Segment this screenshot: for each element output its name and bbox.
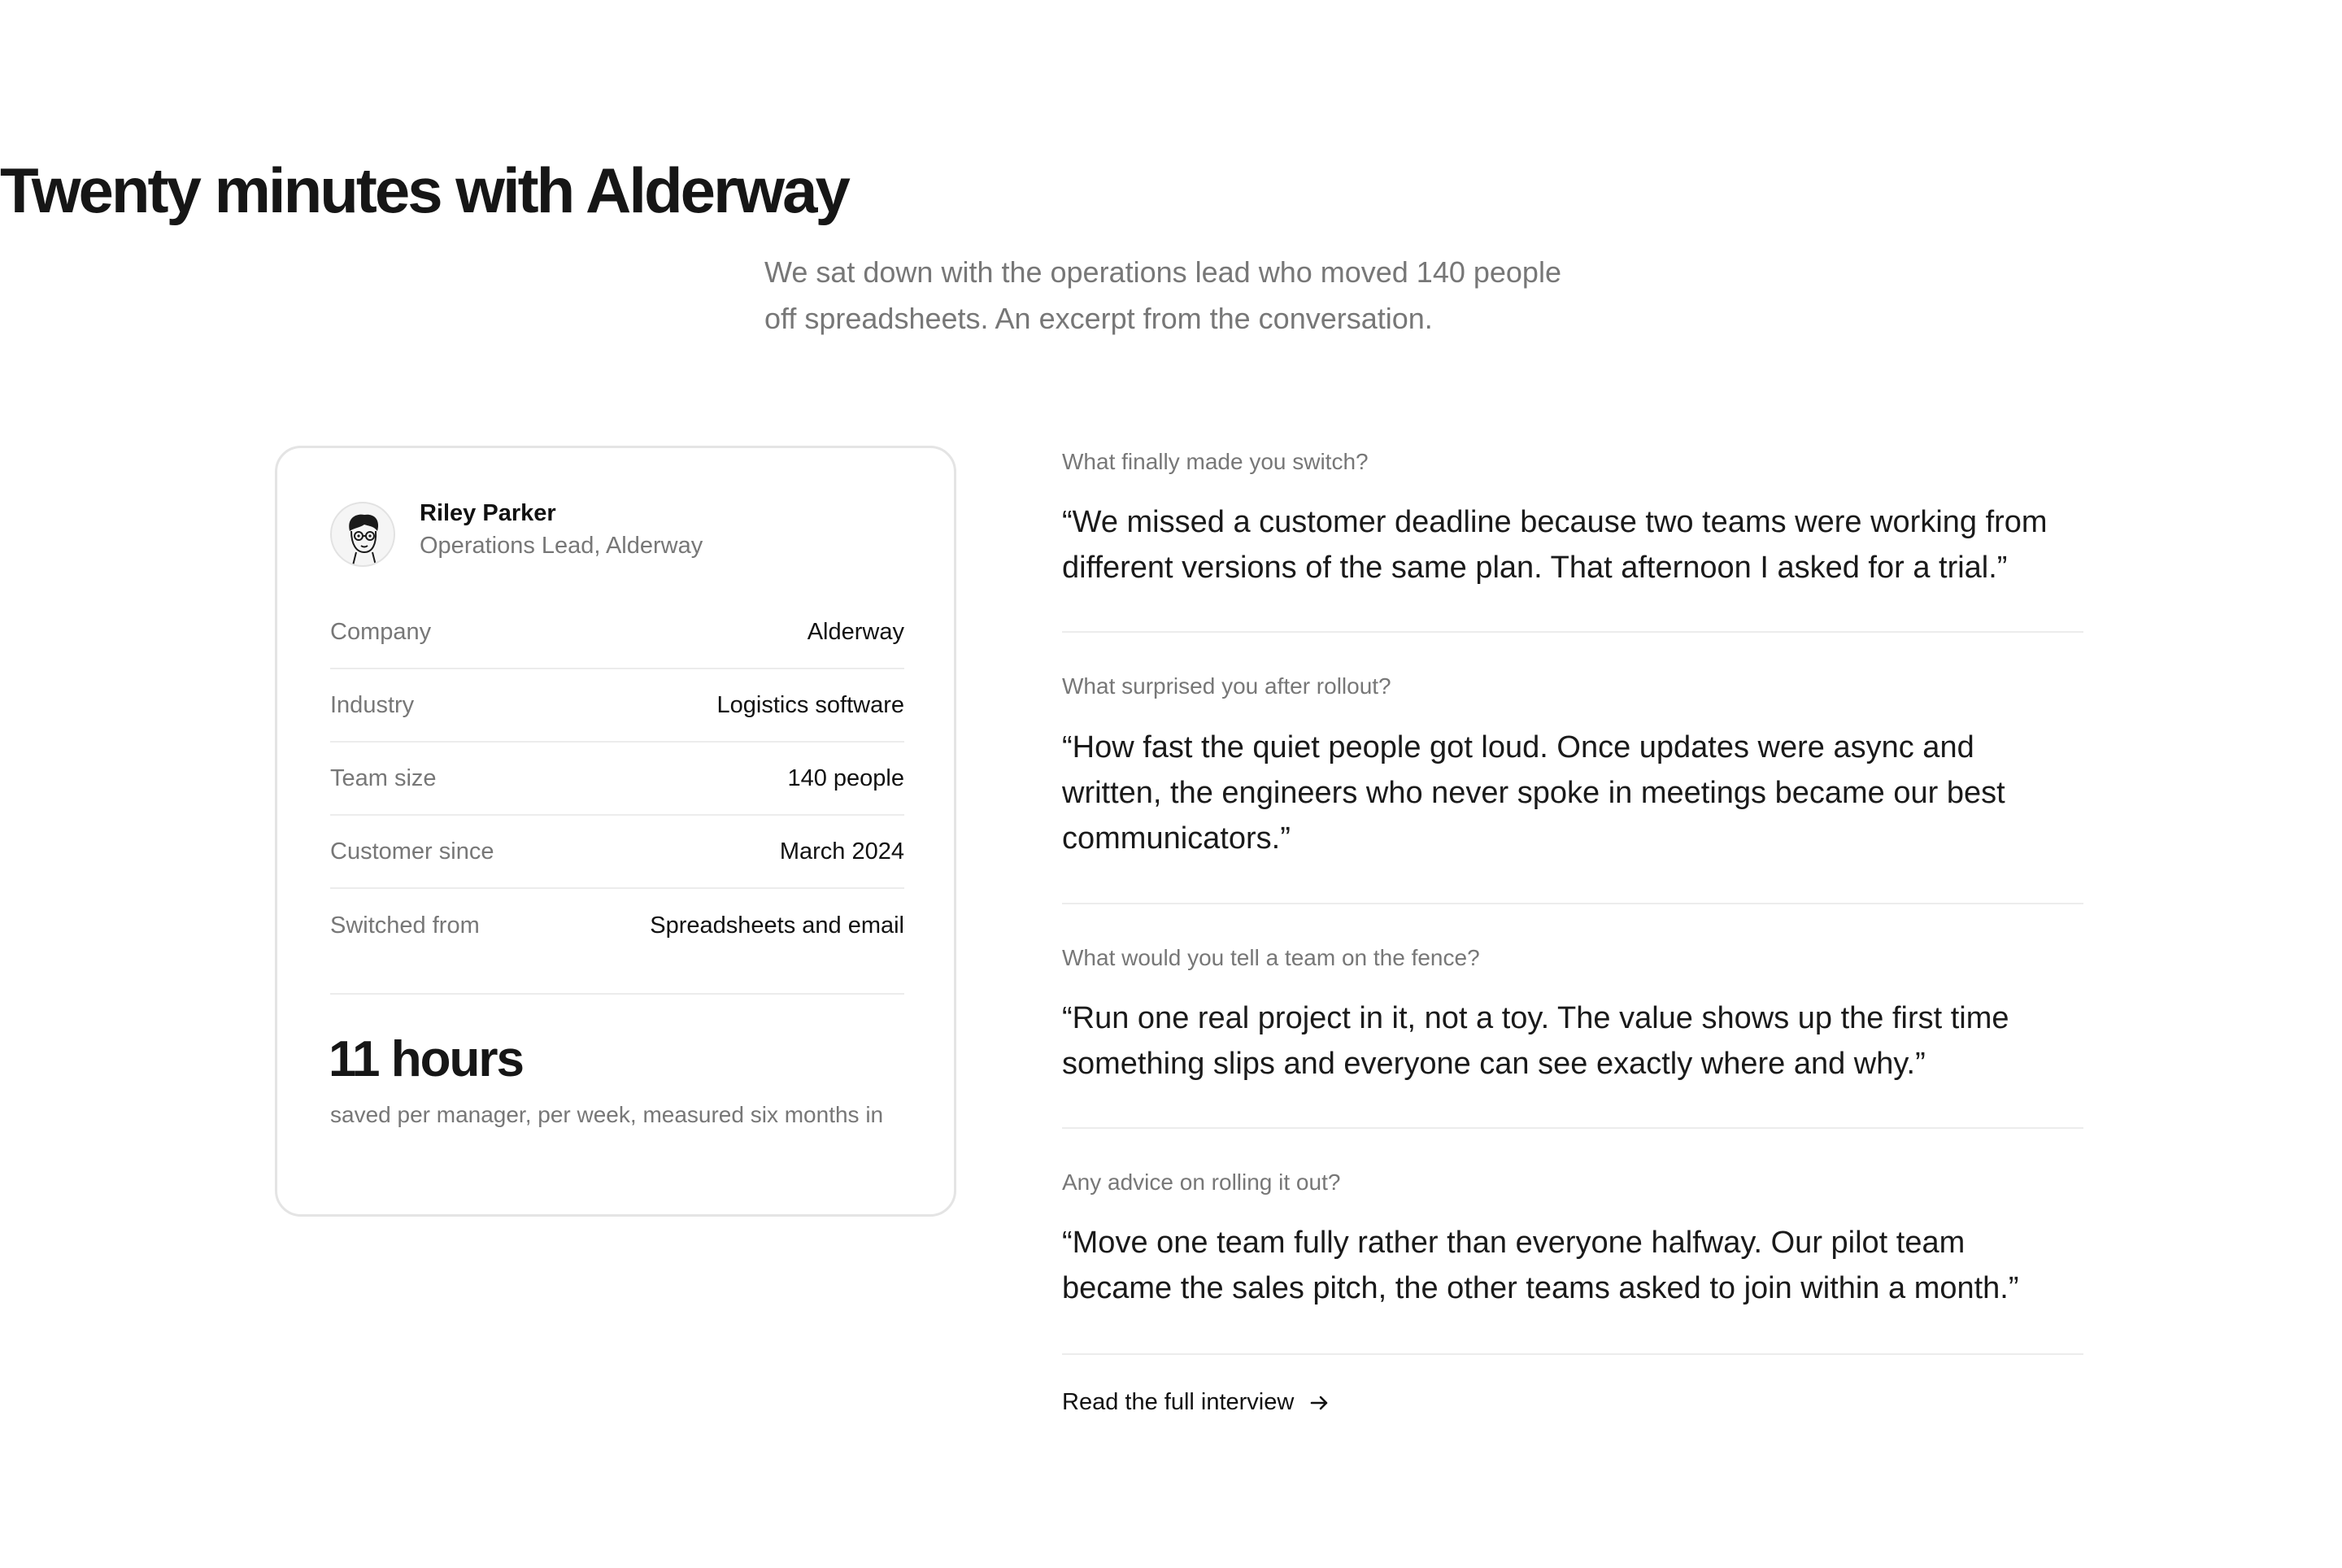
answer: “Run one real project in it, not a toy. The value shows up the first time something slips and everyone can see exactly where and why.” <box>1062 1001 2009 1081</box>
fact-label: Industry <box>330 691 415 718</box>
fact-label: Company <box>330 618 432 645</box>
card-divider <box>330 993 904 995</box>
arrow-right-icon <box>1308 1392 1331 1414</box>
profile-card <box>275 446 956 1217</box>
question: What finally made you switch? <box>1062 449 1369 474</box>
facts-list <box>330 596 904 962</box>
fact-row-company <box>330 596 904 669</box>
answer: “How fast the quiet people got loud. Once updates were async and written, the engineers who never spoke in meetings became our best communicators.” <box>1062 730 2005 856</box>
fact-row-industry <box>330 669 904 743</box>
person-portrait-icon <box>332 503 394 565</box>
page-subtitle: We sat down with the operations lead who moved 140 people off spreadsheets. An excerpt from the conversation. <box>764 255 1561 335</box>
question: Any advice on rolling it out? <box>1062 1169 1341 1195</box>
fact-row-team-size <box>330 743 904 816</box>
fact-row-customer-since <box>330 816 904 889</box>
question: What would you tell a team on the fence? <box>1062 945 1480 970</box>
fact-value: 140 people <box>787 764 904 791</box>
answer: “We missed a customer deadline because two teams were working from different versions of the same plan. That afternoon I asked for a trial.” <box>1062 505 2048 585</box>
read-link-label: Read the full interview <box>1062 1389 1295 1415</box>
separator <box>1062 1127 2083 1129</box>
stat-caption: saved per manager, per week, measured six months in <box>330 1102 884 1127</box>
page-title: Twenty minutes with Alderway <box>0 155 848 226</box>
avatar <box>330 502 395 567</box>
fact-label: Switched from <box>330 912 480 939</box>
answer: “Move one team fully rather than everyone halfway. Our pilot team became the sales pitch, the other teams asked to join within a month.” <box>1062 1226 2019 1305</box>
person-name: Riley Parker <box>420 500 556 526</box>
question: What surprised you after rollout? <box>1062 673 1391 699</box>
fact-value: March 2024 <box>779 838 904 865</box>
fact-row-switched-from <box>330 889 904 962</box>
fact-value: Logistics software <box>716 691 904 718</box>
separator <box>1062 903 2083 904</box>
separator <box>1062 631 2083 633</box>
fact-label: Customer since <box>330 838 494 865</box>
person-role: Operations Lead, Alderway <box>420 533 703 559</box>
read-full-interview-link[interactable] <box>1062 1389 1331 1416</box>
fact-value: Alderway <box>807 618 904 645</box>
separator <box>1062 1353 2083 1355</box>
fact-value: Spreadsheets and email <box>650 912 904 939</box>
fact-label: Team size <box>330 764 437 791</box>
stat-value: 11 hours <box>329 1031 523 1087</box>
